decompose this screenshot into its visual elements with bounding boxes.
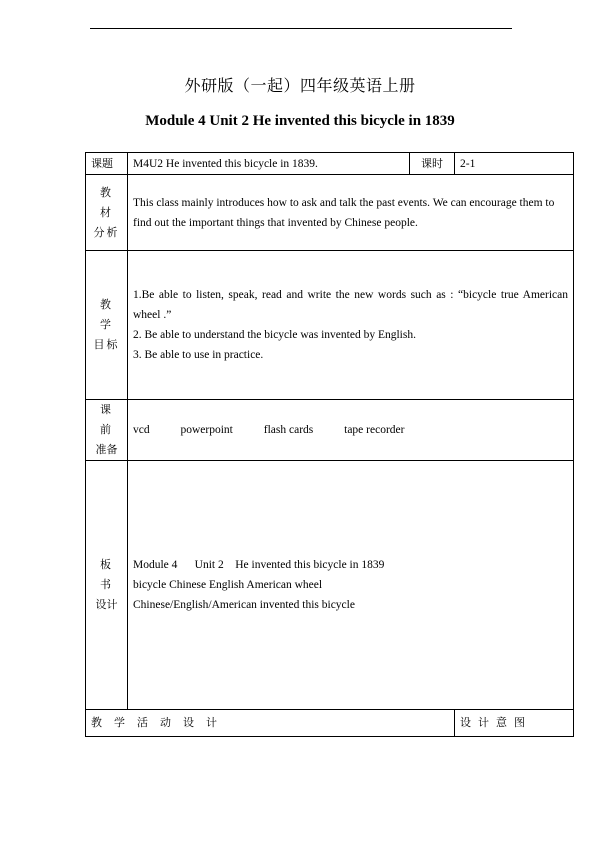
activity-row xyxy=(86,710,574,737)
prep-item-tape-recorder: tape recorder xyxy=(344,424,405,436)
goals-content xyxy=(128,251,574,400)
prep-item-vcd: vcd xyxy=(133,424,150,436)
board-label-line-2: 设计 xyxy=(95,598,118,611)
board-content xyxy=(128,461,574,710)
board-line-3: Chinese/English/American invented this bicycle xyxy=(133,599,355,611)
goals-label xyxy=(86,251,128,400)
analysis-text: This class mainly introduces how to ask and talk the past events. We can encourage them to find out the important things that invented by Chinese people. xyxy=(128,175,574,251)
board-line-2: bicycle Chinese English American wheel xyxy=(133,579,323,591)
goal-item-1: 1.Be able to listen, speak, read and write the new words such as : “bicycle true American wheel .” xyxy=(133,289,568,321)
period-value: 2-1 xyxy=(455,153,574,175)
prep-item-powerpoint: powerpoint xyxy=(180,424,233,436)
board-label xyxy=(86,461,128,710)
analysis-label-line-1: 教 材 xyxy=(100,185,113,219)
lesson-plan-table xyxy=(85,152,574,737)
goal-item-3: 3. Be able to use in practice. xyxy=(133,349,264,361)
document-title: 外研版（一起）四年级英语上册 xyxy=(184,76,416,95)
topic-value: M4U2 He invented this bicycle in 1839. xyxy=(128,153,410,175)
prep-label xyxy=(86,400,128,461)
period-label: 课时 xyxy=(410,153,455,175)
prep-row xyxy=(86,400,574,461)
analysis-label xyxy=(86,175,128,251)
analysis-row xyxy=(86,175,574,251)
topic-label: 课题 xyxy=(86,153,128,175)
goals-row xyxy=(86,251,574,400)
document-subtitle: Module 4 Unit 2 He invented this bicycle in 1839 xyxy=(145,113,455,129)
prep-label-line-2: 准备 xyxy=(95,443,118,456)
board-label-line-1: 板 书 xyxy=(100,558,113,591)
goals-label-line-2: 目标 xyxy=(93,338,120,351)
design-intent-header: 设计意图 xyxy=(455,710,574,737)
board-line-1: Module 4 Unit 2 He invented this bicycle in 1839 xyxy=(133,559,385,571)
goal-item-2: 2. Be able to understand the bicycle was invented by English. xyxy=(133,329,416,341)
activity-design-header: 教学活动设计 xyxy=(86,710,455,737)
top-rule xyxy=(90,28,512,29)
prep-item-flash-cards: flash cards xyxy=(263,424,314,436)
board-row xyxy=(86,461,574,710)
prep-items xyxy=(128,400,574,461)
goals-label-line-1: 教 学 xyxy=(100,298,113,331)
analysis-label-line-2: 分析 xyxy=(93,225,120,239)
prep-label-line-1: 课 前 xyxy=(100,403,113,436)
topic-row xyxy=(86,153,574,175)
